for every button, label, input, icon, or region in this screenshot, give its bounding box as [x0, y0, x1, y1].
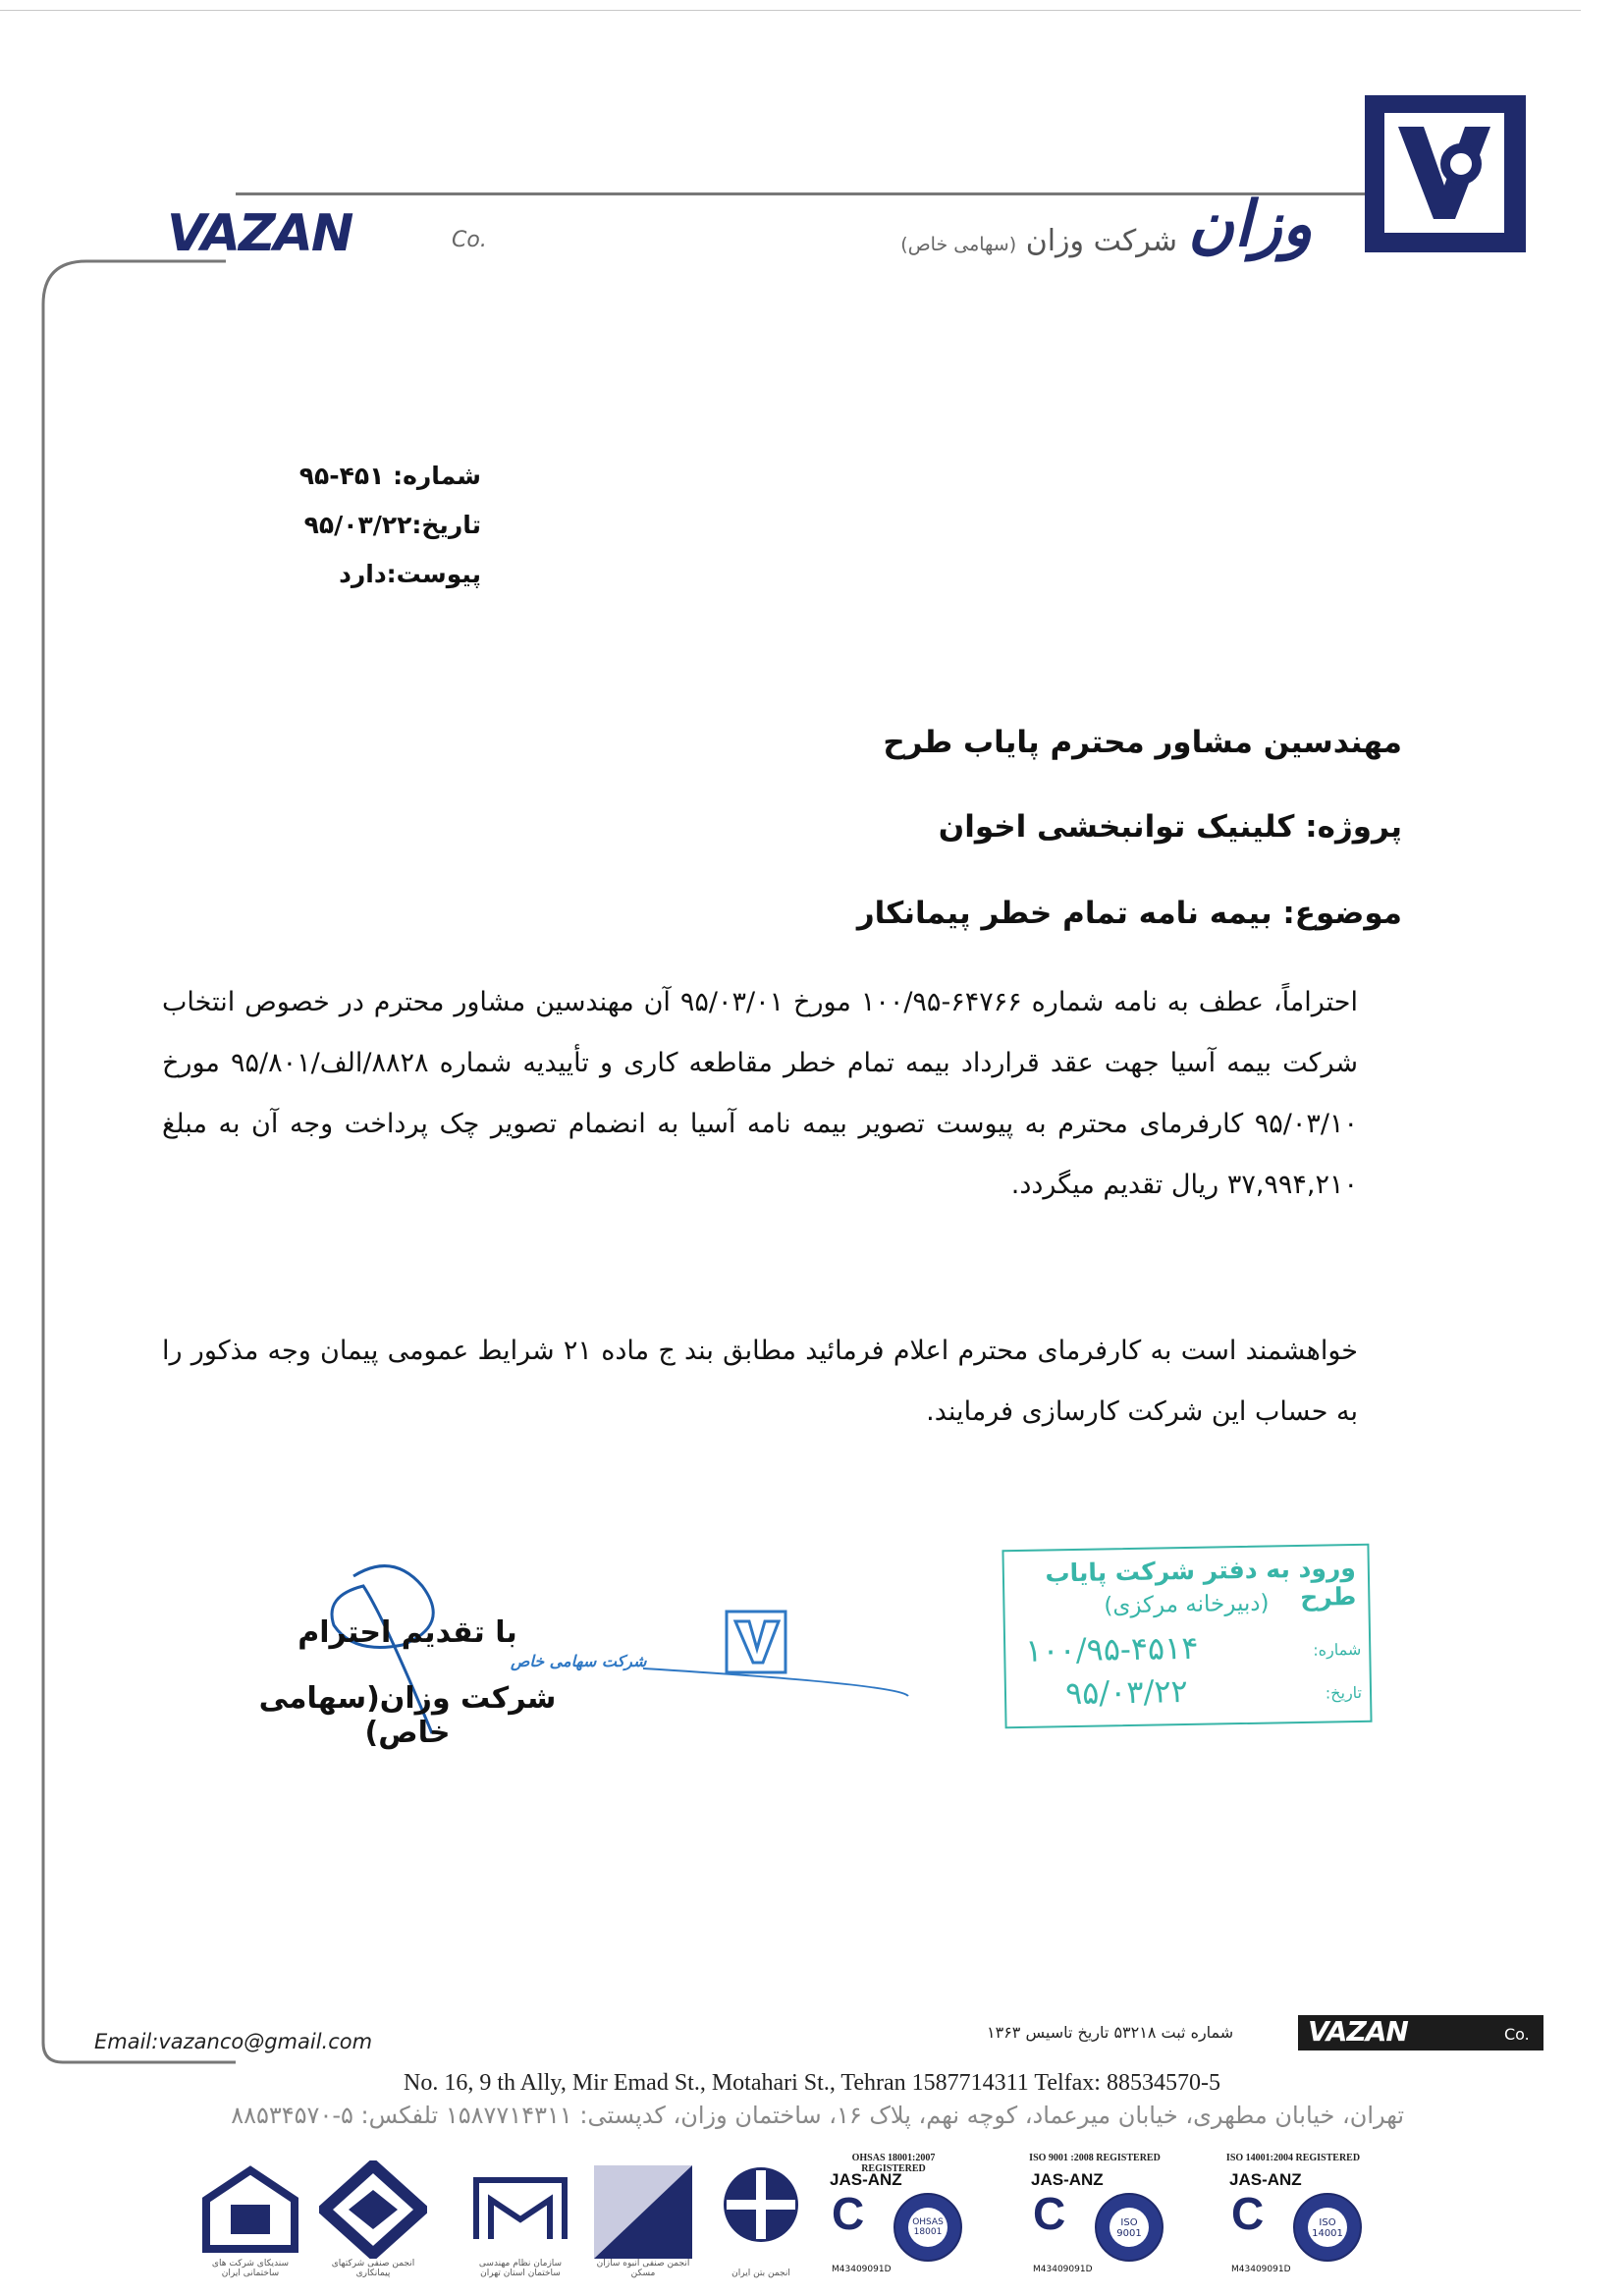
svg-text:C: C [832, 2188, 865, 2239]
body-paragraph-1: احتراماً، عطف به نامه شماره ۶۴۷۶۶-۱۰۰/۹۵ مورخ ۹۵/۰۳/۰۱ آن مهندسین مشاور محترم در خصوص انتخاب شرکت بیمه آسیا جهت عقد قرارداد بیمه تمام خطر مقاطعه کاری و تأییدیه شماره ۸۸۲۸/الف/۹۵/۸۰۱ مورخ ۹۵/۰۳/۱۰ کارفرمای محترم به پیوست تصویر بیمه نامه آسیا به انضمام تصویر چک پرداخت وجه آن به مبلغ ۳۷,۹۹۴,۲۱۰ ریال تقدیم میگردد. [162, 987, 1358, 1200]
letter-date: تاریخ:۹۵/۰۳/۲۲ [303, 511, 481, 539]
page-top-edge [0, 10, 1581, 11]
subject-line: موضوع: بیمه نامه تمام خطر پیمانکار [856, 896, 1402, 931]
cert-head: ISO 14001:2004 REGISTERED [1225, 2153, 1361, 2163]
assoc-logo-engineering [466, 2160, 574, 2278]
cert-badge-iso9001 [1021, 2153, 1168, 2282]
footer-email: Email:vazanco@gmail.com [94, 2030, 373, 2053]
svg-text:C: C [1033, 2188, 1066, 2239]
closing-line: با تقدیم احترام [298, 1615, 517, 1650]
cert-label: OHSAS 18001 [912, 2217, 944, 2237]
signatory-company: شرکت وزان(سهامی خاص) [258, 1681, 557, 1750]
cert-badge-iso14001 [1219, 2153, 1367, 2282]
body-paragraph-2: خواهشمند است به کارفرمای محترم اعلام فرمائید مطابق بند ج ماده ۲۱ شرایط عمومی پیمان وجه مذکور را به حساب این شرکت کارسازی فرمایند. [162, 1336, 1358, 1427]
cert-head: ISO 9001 :2008 REGISTERED [1029, 2153, 1161, 2163]
entry-stamp-date-value: ۹۵/۰۳/۲۲ [1064, 1671, 1188, 1713]
recipient-line: مهندسین مشاور محترم پایاب طرح [883, 725, 1402, 760]
brand-co-suffix: Co. [452, 228, 487, 252]
signature-stamp-caption: شرکت سهامی خاص [511, 1652, 647, 1670]
company-type-fa: (سهامی خاص) [900, 234, 1017, 255]
concrete-association-icon [707, 2160, 815, 2249]
footer-address-fa: تهران، خیابان مطهری، خیابان میرعماد، کوچه نهم، پلاک ۱۶، ساختمان وزان، کدپستی: ۱۵۸۷۷۱۴۳۱۱ تلفکس: ۵-۸۸۵۳۴۵۷۰ [231, 2102, 1404, 2129]
assoc-caption: سازمان نظام مهندسی ساختمان استان تهران [478, 2259, 563, 2278]
assoc-logo-concrete [707, 2160, 815, 2278]
assoc-caption: انجمن صنفی شرکتهای پیمانکاری [331, 2259, 415, 2278]
cert-head: OHSAS 18001:2007 REGISTERED [851, 2153, 936, 2174]
entry-stamp-number-value: ۱۰۰/۹۵-۴۵۱۴ [1024, 1628, 1199, 1669]
letter-number: شماره: ۴۵۱-۹۵ [298, 462, 481, 490]
contractors-association-icon [319, 2160, 427, 2259]
engineering-organization-icon [466, 2160, 574, 2249]
assoc-logo-syndicate [196, 2160, 304, 2278]
footer-logo-co: Co. [1504, 2025, 1530, 2044]
entry-stamp [1001, 1544, 1372, 1728]
cert-jas: JAS-ANZ [1229, 2170, 1302, 2189]
letter-attachment: پیوست:دارد [339, 560, 481, 588]
cert-badge-ohsas18001 [820, 2153, 967, 2282]
footer-registration: شماره ثبت ۵۳۲۱۸ تاریخ تاسیس ۱۳۶۳ [987, 2023, 1234, 2042]
footer-address-en: No. 16, 9 th Ally, Mir Emad St., Motahari St., Tehran 1587714311 Telfax: 88534570-5 [404, 2070, 1220, 2096]
assoc-caption: انجمن صنفی انبوه سازان مسکن [596, 2259, 690, 2278]
entry-stamp-number-label: شماره: [1313, 1639, 1362, 1660]
entry-stamp-title: ورود به دفتر شرکت پایاب طرح [1045, 1553, 1357, 1612]
company-name-header [900, 224, 1177, 258]
cert-code: M43409091D [1033, 2265, 1093, 2274]
assoc-logo-housing [589, 2160, 697, 2278]
project-line: پروژه: کلینیک توانبخشی اخوان [938, 809, 1402, 845]
cert-label: ISO 14001 [1312, 2217, 1343, 2239]
cert-jas: JAS-ANZ [830, 2170, 902, 2189]
construction-syndicate-icon [196, 2160, 304, 2259]
svg-text:C: C [1231, 2188, 1265, 2239]
assoc-caption: انجمن بتن ایران [731, 2269, 790, 2278]
housing-association-icon [589, 2160, 697, 2259]
cert-code: M43409091D [1231, 2265, 1291, 2274]
company-logo-mark-icon [1384, 113, 1504, 233]
cert-code: M43409091D [832, 2265, 892, 2274]
cert-jas: JAS-ANZ [1031, 2170, 1104, 2189]
assoc-caption: سندیکای شرکت های ساختمانی ایران [211, 2259, 290, 2278]
assoc-logo-contractors [319, 2160, 427, 2278]
entry-stamp-subtitle: (دبیرخانه مرکزی) [1104, 1590, 1270, 1619]
brand-fa-wordmark: وزان [1188, 189, 1313, 261]
entry-stamp-date-label: تاریخ: [1325, 1682, 1363, 1703]
brand-latin-logo: VAZAN [167, 204, 352, 263]
cert-label: ISO 9001 [1116, 2217, 1142, 2239]
footer-logo-text: VAZAN [1308, 2015, 1408, 2048]
company-name-fa: شرکت وزان [1025, 224, 1177, 258]
